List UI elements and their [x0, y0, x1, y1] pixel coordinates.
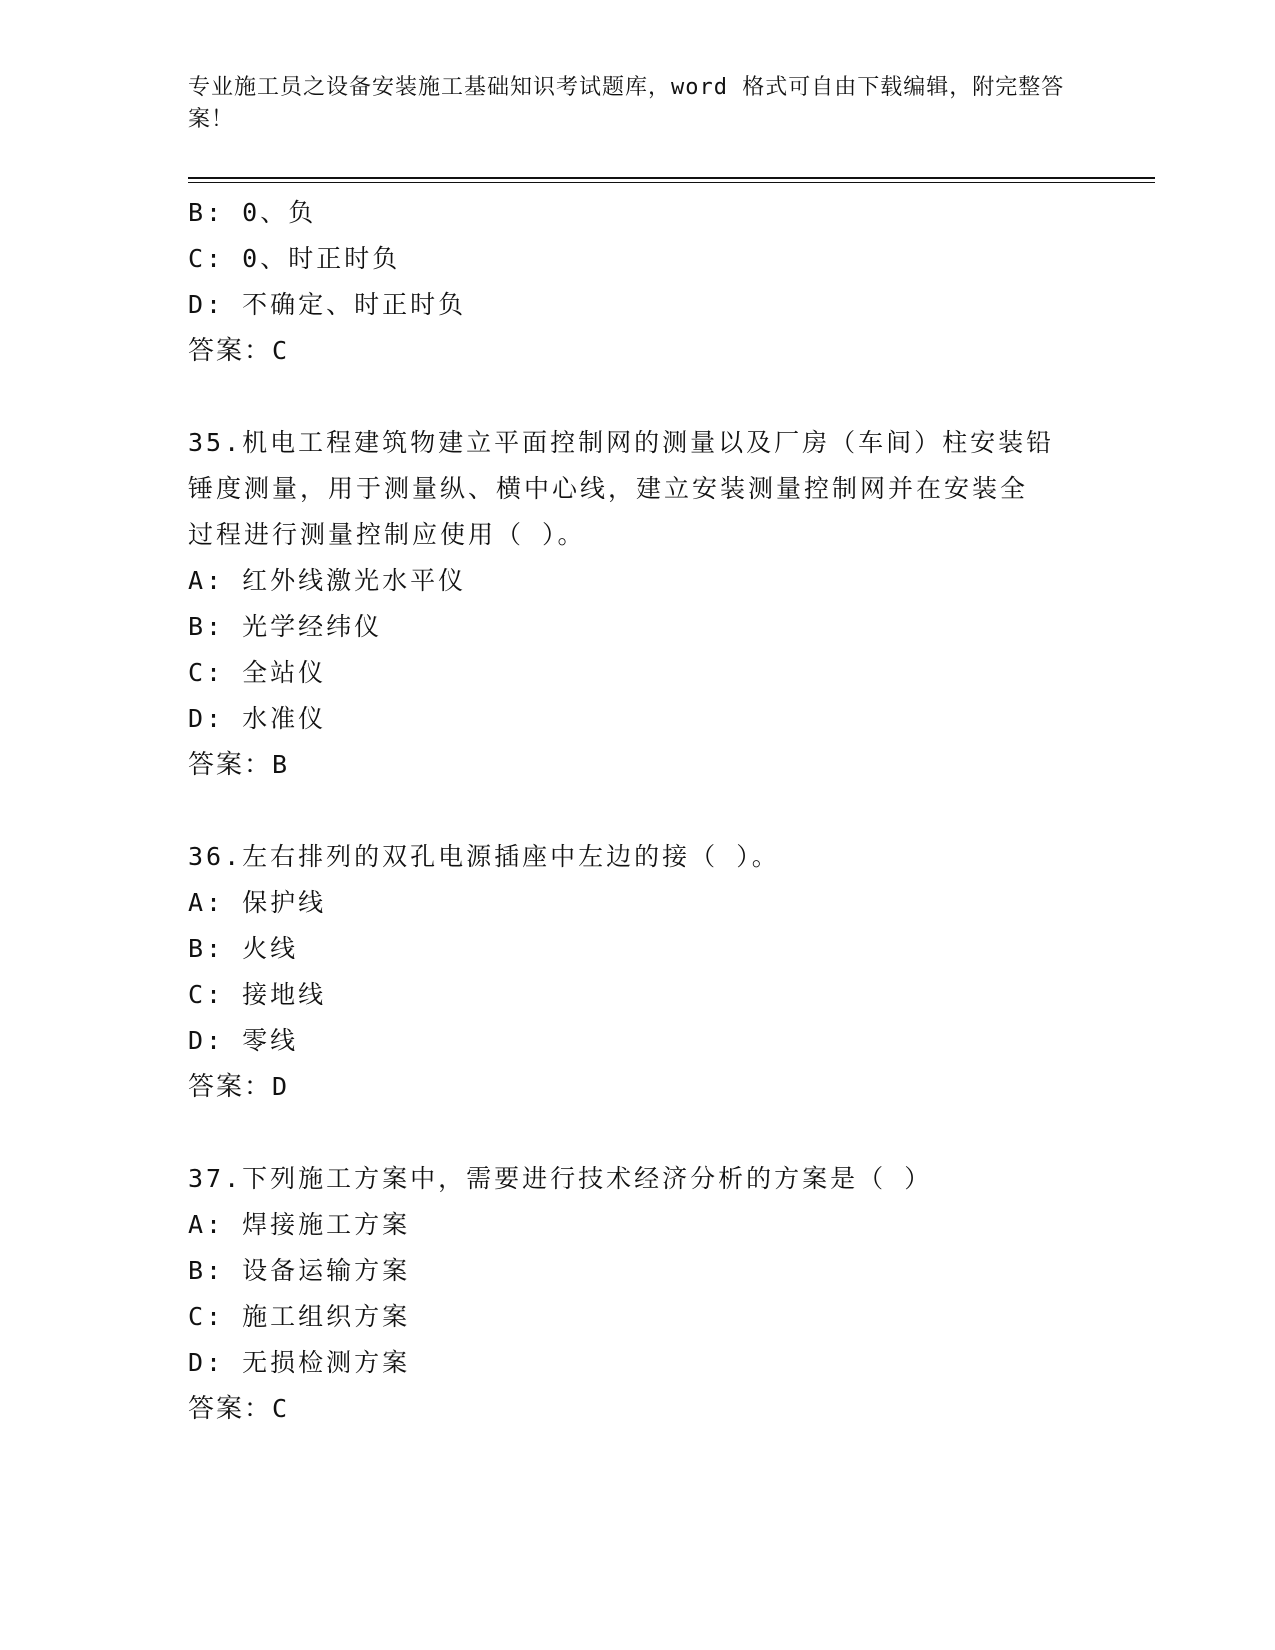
spacer: [188, 1110, 1088, 1156]
option: C: 0、时正时负: [188, 244, 401, 273]
answer-label: 答案：: [188, 1072, 273, 1102]
question-stem: 36.左右排列的双孔电源插座中左边的接（ ）。: [188, 842, 780, 871]
header-text: 专业施工员之设备安装施工基础知识考试题库，word 格式可自由下载编辑，附完整答案！: [188, 75, 1065, 132]
answer-line: [188, 742, 1088, 788]
answer-label: 答案：: [188, 1394, 273, 1424]
header-divider-thin: [188, 182, 1155, 183]
spacer: [188, 788, 1088, 834]
option: D: 无损检测方案: [188, 1348, 411, 1377]
answer-value: B: [272, 750, 291, 779]
option: B: 光学经纬仪: [188, 612, 383, 641]
header-divider-thick: [188, 177, 1155, 179]
answer-line: [188, 1386, 1088, 1432]
option: D: 不确定、时正时负: [188, 290, 467, 319]
question-stem: 37.下列施工方案中，需要进行技术经济分析的方案是（ ）: [188, 1164, 933, 1193]
question-stem: 锤度测量，用于测量纵、横中心线，建立安装测量控制网并在安装全: [188, 474, 1029, 503]
option: D: 零线: [188, 1026, 299, 1055]
option: B: 0、负: [188, 198, 317, 227]
question-list: [188, 190, 1088, 1432]
question-37: [188, 1156, 1088, 1432]
option: A: 焊接施工方案: [188, 1210, 411, 1239]
option: B: 设备运输方案: [188, 1256, 411, 1285]
answer-value: C: [272, 336, 291, 365]
option: A: 红外线激光水平仪: [188, 566, 467, 595]
answer-line: [188, 1064, 1088, 1110]
option: C: 全站仪: [188, 658, 327, 687]
answer-label: 答案：: [188, 750, 273, 780]
answer-value: D: [272, 1072, 291, 1101]
option: C: 施工组织方案: [188, 1302, 411, 1331]
question-stem: 35.机电工程建筑物建立平面控制网的测量以及厂房（车间）柱安装铅: [188, 428, 1055, 457]
question-stem: 过程进行测量控制应使用（ ）。: [188, 520, 586, 549]
document-header: [188, 72, 1068, 136]
question-continuation: [188, 190, 1088, 374]
option: D: 水准仪: [188, 704, 327, 733]
option: C: 接地线: [188, 980, 327, 1009]
answer-line: [188, 328, 1088, 374]
question-35: [188, 420, 1088, 788]
question-36: [188, 834, 1088, 1110]
option: A: 保护线: [188, 888, 327, 917]
answer-label: 答案：: [188, 336, 273, 366]
answer-value: C: [272, 1394, 291, 1423]
option: B: 火线: [188, 934, 299, 963]
spacer: [188, 374, 1088, 420]
